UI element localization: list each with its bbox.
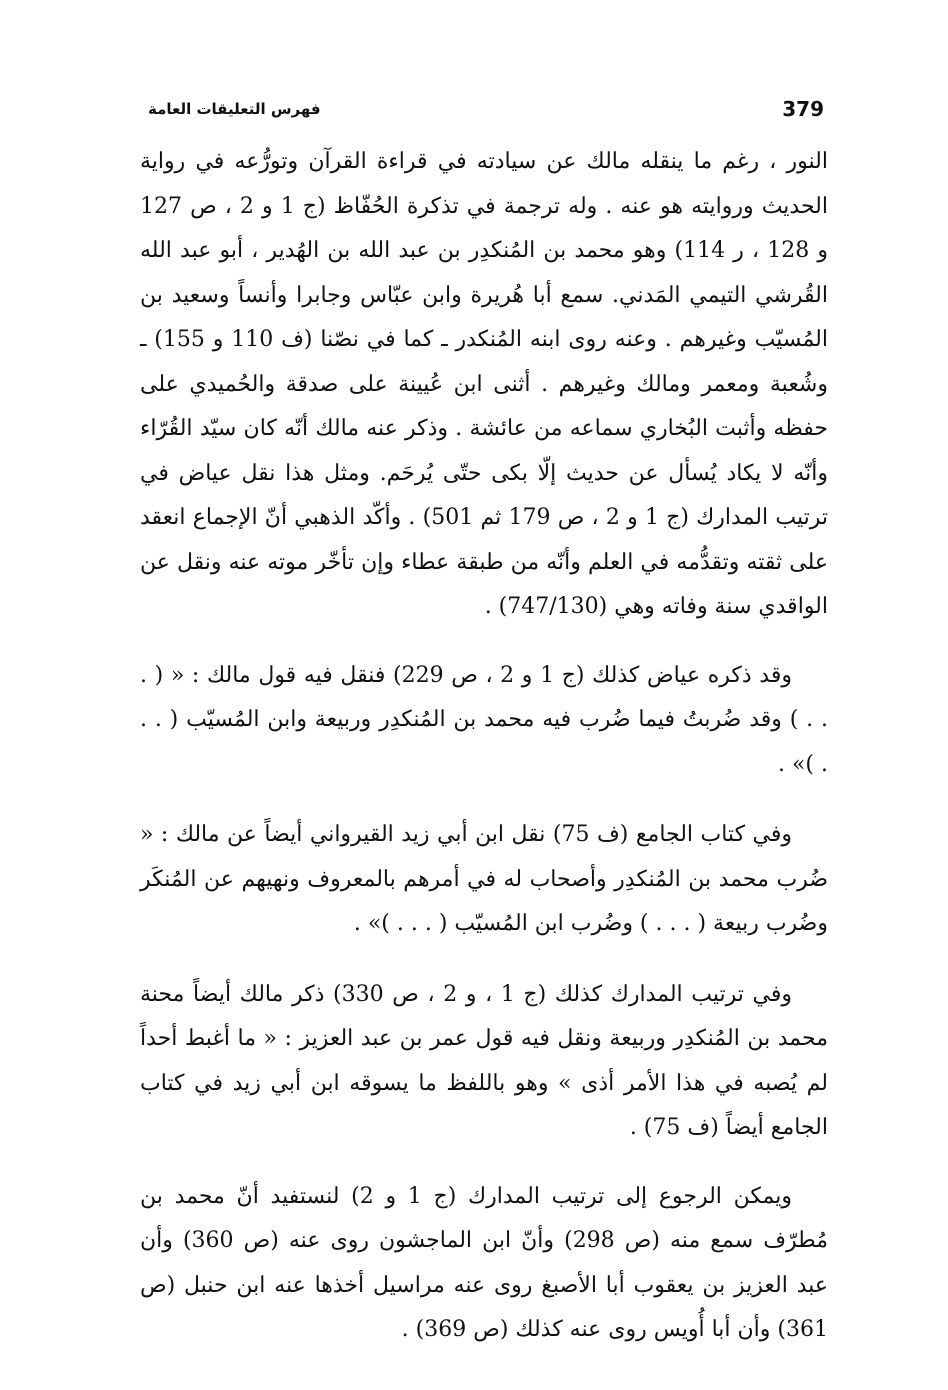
paragraph-4: وفي ترتيب المدارك كذلك (ج 1 ، و 2 ، ص 330) ذكر مالك أيضاً محنة محمد بن المُنكدِر وربيعة ونقل فيه قول عمر بن عبد العزيز : « ما أغبط أحداً لم يُصبه في هذا الأمر أذى » وهو باللفظ ما يسوقه ابن أبي زيد في كتاب الجامع أيضاً (ف 75) . [140,981,828,1140]
paragraph-3: وفي كتاب الجامع (ف 75) نقل ابن أبي زيد القيرواني أيضاً عن مالك : « ضُرب محمد بن المُنكدِر وأصحاب له في أمرهم بالمعروف ونهيهم عن المُنكَر وضُرب ربيعة ( . . . ) وضُرب ابن المُسيّب ( . . . )» . [140,822,828,936]
paragraph-2: وقد ذكره عياض كذلك (ج 1 و 2 ، ص 229) فنقل فيه قول مالك : « ( . . . ) وقد ضُربتُ فيما ضُرب فيه محمد بن المُنكدِر وربيعة وابن المُسيّب ( . . . )» . [140,662,828,777]
body-text [140,140,828,1379]
paragraph-1: النور ، رغم ما ينقله مالك عن سيادته في قراءة القرآن وتورُّعه في رواية الحديث وروايته هو عنه . وله ترجمة في تذكرة الحُفّاظ (ج 1 و 2 ، ص 127 و 128 ، ر 114) وهو محمد بن المُنكدِر بن عبد الله بن الهُدير ، أبو عبد الله القُرشي التيمي المَدني. سمع أبا هُريرة وابن عبّاس وجابرا وأنساً وسعيد بن المُسيّب وغيرهم . وعنه روى ابنه المُنكدر ـ كما في نصّنا (ف 110 و 155) ـ وشُعبة ومعمر ومالك وغيرهم . أثنى ابن عُيينة على صدقة والحُميدي على حفظه وأثبت البُخاري سماعه من عائشة . وذكر عنه مالك أنّه كان سيّد القُرّاء وأنّه لا يكاد يُسأل عن حديث إلّا بكى حتّى يُرحَم. ومثل هذا نقل عياض في ترتيب المدارك (ج 1 و 2 ، ص 179 ثم 501) . وأكّد الذهبي أنّ الإجماع انعقد على ثقته وتقدُّمه في العلم وأنّه من طبقة عطاء وإن تأخّر موته عنه ونقل عن الواقدي سنة وفاته وهي (747/130) . [140,149,828,619]
paragraph-5: ويمكن الرجوع إلى ترتيب المدارك (ج 1 و 2) لنستفيد أنّ محمد بن مُطرّف سمع منه (ص 298) وأنّ ابن الماجشون روى عنه (ص 360) وأن عبد العزيز بن يعقوب أبا الأصبغ روى عنه مراسيل أخذها عنه ابن حنبل (ص 361) وأن أبا أُويس روى عنه كذلك (ص 369) . [140,1183,828,1342]
running-header [148,92,824,126]
page-number: 379 [782,97,824,121]
running-title: فهرس التعليقات العامة [148,100,321,118]
